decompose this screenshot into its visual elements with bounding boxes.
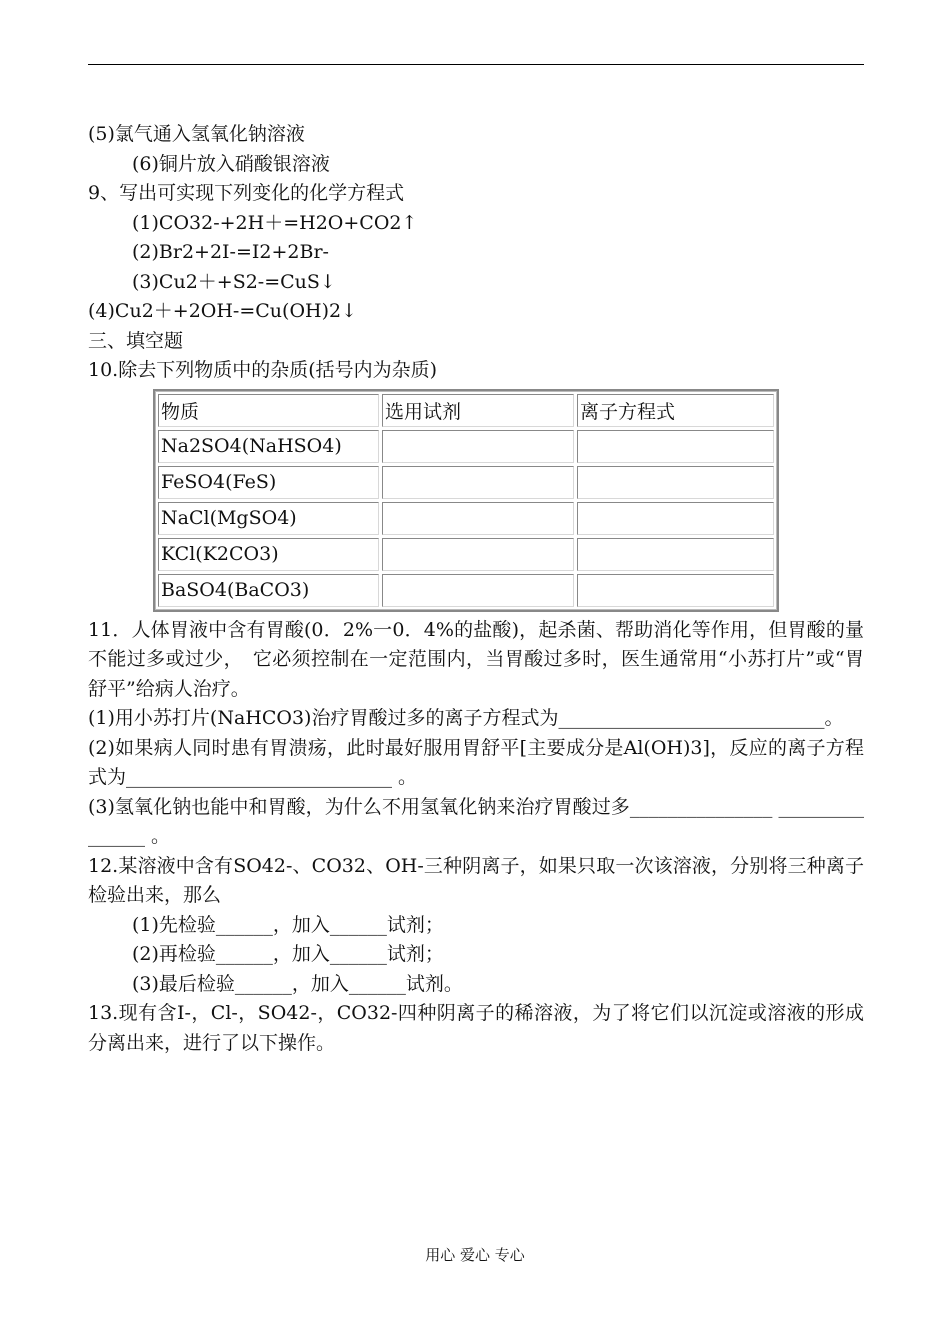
question-11-part-1: (1)用小苏打片(NaHCO3)治疗胃酸过多的离子方程式为____________________________。 [88, 707, 844, 729]
question-12-intro: 12.某溶液中含有SO42-、CO32、OH-三种阴离子，如果只取一次该溶液，分别将三种离子检验出来，那么 [88, 854, 864, 906]
equation-1: (1)CO32-+2H＋=H2O+CO2↑ [132, 211, 418, 234]
table-cell-equation [577, 538, 774, 571]
table-cell-equation [577, 574, 774, 607]
header-rule [88, 64, 864, 65]
table-header-cell: 物质 [158, 394, 379, 427]
table-row [158, 574, 774, 607]
table-cell-reagent [382, 538, 574, 571]
page-footer: 用心 爱心 专心 [425, 1246, 525, 1264]
table-cell-substance: KCl(K2CO3) [158, 538, 379, 571]
table-cell-reagent [382, 574, 574, 607]
table-row [158, 502, 774, 535]
table-cell-equation [577, 466, 774, 499]
question-11-part-2: (2)如果病人同时患有胃溃疡，此时最好服用胃舒平[主要成分是Al(OH)3]，反应的离子方程式为____________________________ 。 [88, 736, 864, 788]
equation-3: (3)Cu2＋+S2-=CuS↓ [132, 270, 336, 293]
table-header-cell: 离子方程式 [577, 394, 774, 427]
line-q8-5: (5)氯气通入氢氧化钠溶液 [88, 123, 305, 145]
section-heading: 三、填空题 [88, 329, 184, 352]
line-q8-6: (6)铜片放入硝酸银溶液 [132, 152, 330, 175]
table-header-row [158, 394, 774, 427]
question-10-title: 10.除去下列物质中的杂质(括号内为杂质) [88, 359, 438, 381]
question-9-title: 9、写出可实现下列变化的化学方程式 [88, 182, 405, 204]
equation-2: (2)Br2+2I-=I2+2Br- [132, 241, 329, 263]
table-cell-reagent [382, 430, 574, 463]
table-cell-reagent [382, 466, 574, 499]
table-row [158, 466, 774, 499]
question-11-part-3: (3)氢氧化钠也能中和胃酸，为什么不用氢氧化钠来治疗胃酸过多_______________ _______________ 。 [88, 795, 864, 847]
impurity-table [153, 389, 779, 612]
table-header-cell: 选用试剂 [382, 394, 574, 427]
question-13-intro: 13.现有含I-，Cl-，SO42-，CO32-四种阴离子的稀溶液，为了将它们以沉淀或溶液的形成分离出来，进行了以下操作。 [88, 1002, 864, 1054]
question-12-step-3: (3)最后检验______，加入______试剂。 [132, 972, 463, 995]
table-cell-substance: Na2SO4(NaHSO4) [158, 430, 379, 463]
table-cell-substance: FeSO4(FeS) [158, 466, 379, 499]
question-11-intro: 11．人体胃液中含有胃酸(0．2%一0．4%的盐酸)，起杀菌、帮助消化等作用，但胃酸的量不能过多或过少， 它必须控制在一定范围内，当胃酸过多时，医生通常用“小苏打片”或“胃舒平”给病人治疗。 [88, 618, 864, 700]
table-row [158, 430, 774, 463]
table-cell-substance: BaSO4(BaCO3) [158, 574, 379, 607]
impurity-table-wrapper [153, 389, 864, 612]
table-cell-reagent [382, 502, 574, 535]
table-cell-equation [577, 430, 774, 463]
table-row [158, 538, 774, 571]
question-12-step-1: (1)先检验______，加入______试剂； [132, 913, 444, 936]
table-cell-substance: NaCl(MgSO4) [158, 502, 379, 535]
equation-4: (4)Cu2＋+2OH-=Cu(OH)2↓ [88, 300, 358, 322]
document-body [88, 120, 864, 1058]
table-cell-equation [577, 502, 774, 535]
question-12-step-2: (2)再检验______，加入______试剂； [132, 943, 444, 965]
